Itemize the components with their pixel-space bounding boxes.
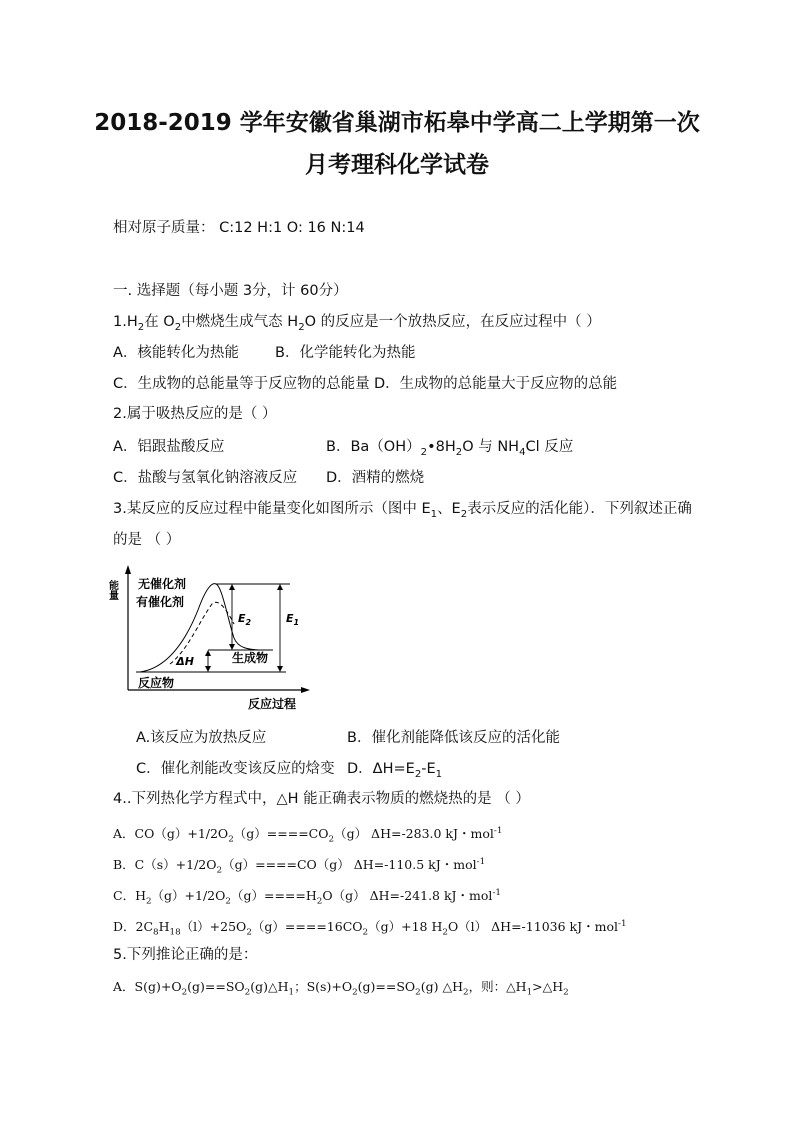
q3-stem: 3.某反应的反应过程中能量变化如图所示（图中 $E_1$、$E_2$表示反应的活化能）．下列叙述正确 bbox=[113, 501, 692, 520]
q1-option-b: B．化学能转化为热能 bbox=[275, 345, 416, 361]
q1-option-c: C．生成物的总能量等于反应物的总能量 bbox=[113, 376, 370, 392]
q1-option-a: A．核能转化为热能 bbox=[113, 345, 239, 361]
q4-option-b: B．$C(s)+1/2O_2(g)====CO(g)$ ΔH=-110.5 kJ・mol$^{-1}$ bbox=[113, 857, 486, 876]
page-title-line2: 月考理科化学试卷 bbox=[305, 152, 489, 178]
dh-label: ΔH bbox=[176, 655, 194, 668]
energy-diagram bbox=[108, 560, 318, 715]
q3-option-b: B．催化剂能降低该反应的活化能 bbox=[347, 730, 560, 746]
section-heading: 一. 选择题（每小题 3分，计 60分） bbox=[113, 283, 348, 299]
q4-option-c: C．$H_2(g)+1/2O_2(g)====H_2O(g)$ ΔH=-241.8 kJ・mol$^{-1}$ bbox=[113, 888, 501, 907]
e2-label: $E_2$ bbox=[238, 612, 252, 627]
page-title-line1: 2018-2019 学年安徽省巢湖市柘皋中学高二上学期第一次 bbox=[94, 110, 700, 136]
q3-option-c: C．催化剂能改变该反应的焓变 bbox=[136, 761, 335, 777]
atomic-masses: 相对原子质量： C:12 H:1 O: 16 N:14 bbox=[113, 220, 365, 236]
q1-option-d: D．生成物的总能量大于反应物的总能 bbox=[374, 376, 618, 392]
q2-option-c: C．盐酸与氢氧化钠溶液反应 bbox=[113, 470, 298, 486]
y-axis-label: 能量 bbox=[106, 580, 118, 600]
product-label: 生成物 bbox=[232, 651, 269, 665]
e1-label: $E_1$ bbox=[286, 612, 300, 627]
x-axis-label: 反应过程 bbox=[248, 697, 297, 711]
q1-stem: $1.H_2$在 $O_2$中燃烧生成气态 $H_2O$ 的反应是一个放热反应，在反应过程中（ ） bbox=[113, 314, 601, 333]
q3-stem-line2: 的是 （ ） bbox=[113, 532, 181, 548]
q2-stem: 2.属于吸热反应的是（ ） bbox=[113, 406, 277, 422]
q4-option-d: D．$2C_8H_{18}(l)+25O_2(g)====16CO_2(g)+18$ $H_2O(l)$ ΔH=-11036 kJ・mol$^{-1}$ bbox=[113, 919, 627, 938]
q5-stem: 5.下列推论正确的是： bbox=[113, 947, 258, 963]
q3-option-a: A.该反应为放热反应 bbox=[136, 730, 267, 746]
q2-option-a: A．铝跟盐酸反应 bbox=[113, 439, 225, 455]
q5-option-a: A．$S(g)+O_2(g)==SO_2(g)\triangle H_1$；$S(s)+O_2(g)==SO_2(g)$ $\triangle H_2$，则：$\triangle H_1>\triangle H_2$ bbox=[113, 979, 569, 998]
q4-option-a: A．$CO(g)+1/2O_2(g)====CO_2(g)$ ΔH=-283.0 kJ・mol$^{-1}$ bbox=[113, 826, 503, 845]
q2-option-b: B．$Ba(OH)_2•8H_2O$ 与 $NH_4Cl$ 反应 bbox=[326, 439, 574, 458]
q3-option-d: D．$\Delta H=E_2-E_1$ bbox=[347, 761, 443, 780]
no-catalyst-label: 无催化剂 bbox=[138, 577, 187, 591]
with-catalyst-label: 有催化剂 bbox=[136, 595, 185, 609]
reactant-label: 反应物 bbox=[138, 676, 175, 690]
q4-stem: 4..下列热化学方程式中，△H 能正确表示物质的燃烧热的是 （ ） bbox=[113, 791, 530, 807]
q2-option-d: D．酒精的燃烧 bbox=[326, 470, 425, 486]
